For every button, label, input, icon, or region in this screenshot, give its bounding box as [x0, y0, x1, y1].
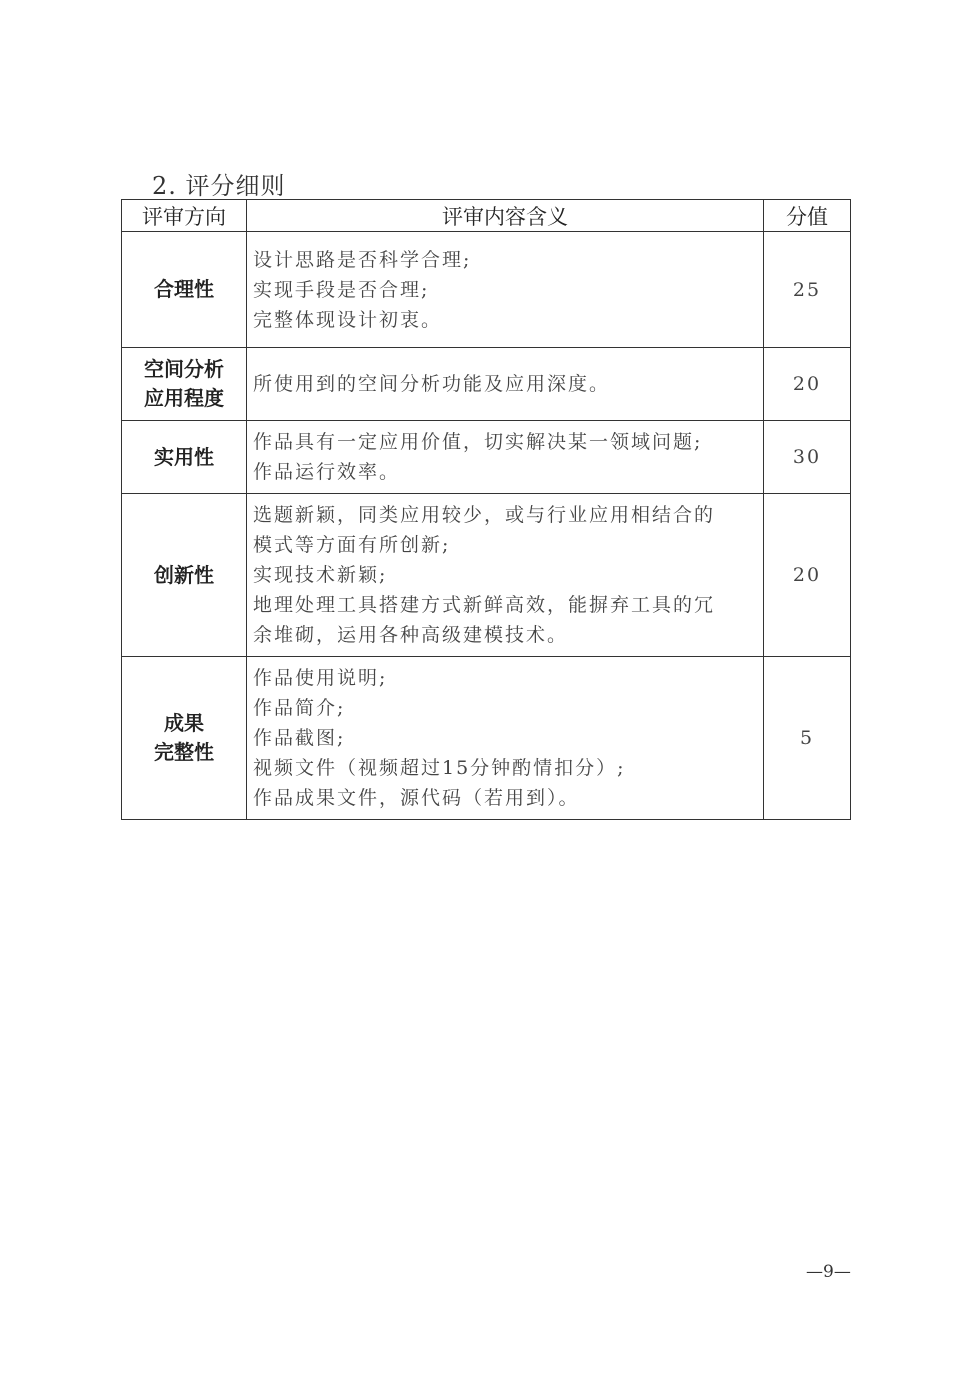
score-cell: 30: [764, 421, 851, 494]
table-row: [122, 232, 851, 348]
content-cell: 作品使用说明; 作品简介; 作品截图; 视频文件（视频超过15分钟酌情扣分）; 作品成果文件，源代码（若用到）。: [247, 657, 764, 820]
table-row: [122, 657, 851, 820]
section-title: 2. 评分细则: [152, 172, 286, 200]
score-cell: 25: [764, 232, 851, 348]
direction-cell: 合理性: [122, 232, 247, 348]
content-cell: 作品具有一定应用价值，切实解决某一领域问题; 作品运行效率。: [247, 421, 764, 494]
header-content: 评审内容含义: [247, 200, 764, 232]
direction-cell: 空间分析 应用程度: [122, 348, 247, 421]
scoring-table: [121, 199, 851, 820]
table-row: [122, 494, 851, 657]
content-cell: 选题新颖，同类应用较少，或与行业应用相结合的 模式等方面有所创新; 实现技术新颖; 地理处理工具搭建方式新鲜高效，能摒弃工具的冗 余堆砌，运用各种高级建模技术。: [247, 494, 764, 657]
score-cell: 20: [764, 494, 851, 657]
header-score: 分值: [764, 200, 851, 232]
page-number: —9—: [806, 1262, 851, 1282]
score-cell: 20: [764, 348, 851, 421]
table-row: [122, 348, 851, 421]
direction-cell: 实用性: [122, 421, 247, 494]
content-cell: 设计思路是否科学合理; 实现手段是否合理; 完整体现设计初衷。: [247, 232, 764, 348]
header-direction: 评审方向: [122, 200, 247, 232]
direction-cell: 成果 完整性: [122, 657, 247, 820]
table-row: [122, 421, 851, 494]
content-cell: 所使用到的空间分析功能及应用深度。: [247, 348, 764, 421]
score-cell: 5: [764, 657, 851, 820]
direction-cell: 创新性: [122, 494, 247, 657]
table-header-row: [122, 200, 851, 232]
